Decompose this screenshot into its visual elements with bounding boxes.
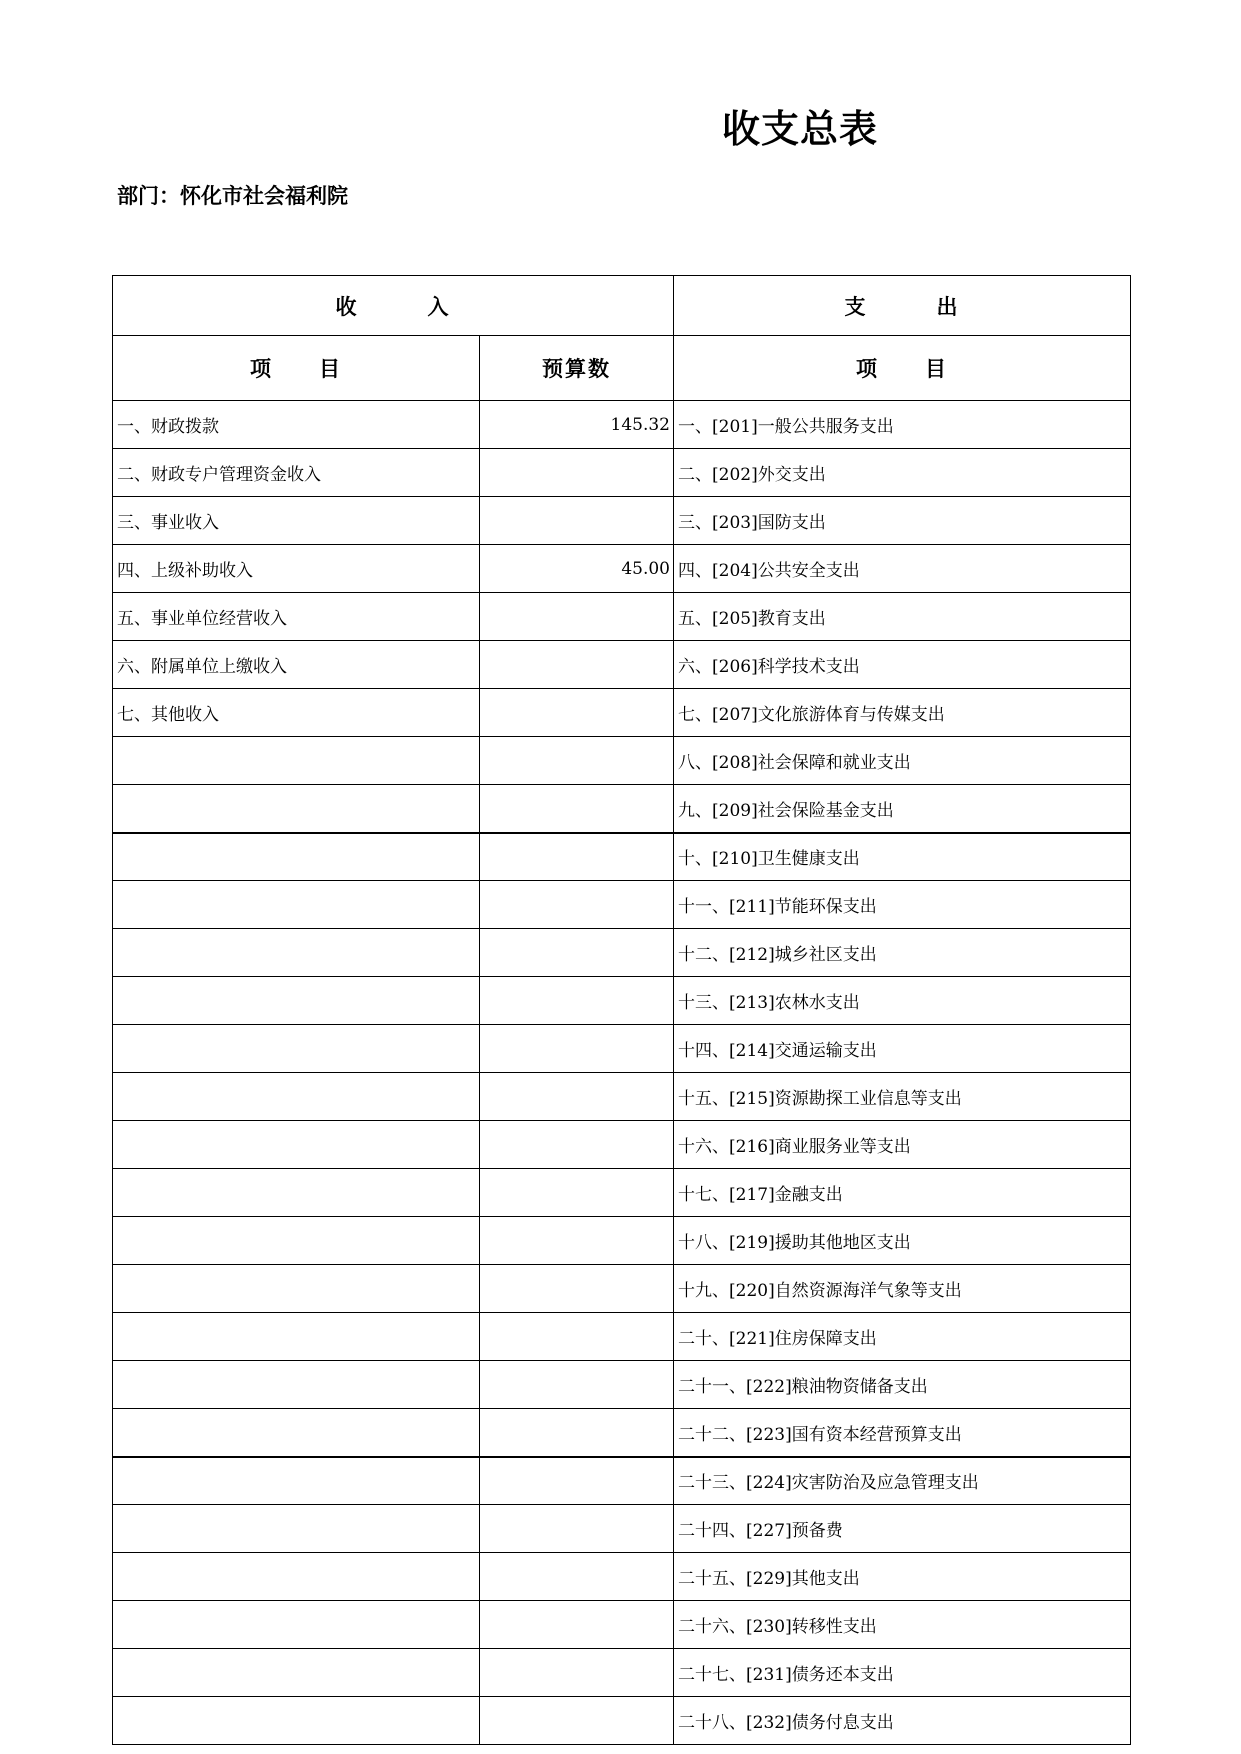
income-item-cell (113, 1697, 480, 1745)
income-item-cell: 一、财政拨款 (113, 401, 480, 449)
expense-item-cell: 六、[206]科学技术支出 (674, 641, 1131, 689)
income-item-cell (113, 977, 480, 1025)
income-item-cell (113, 1649, 480, 1697)
header-row-sections (113, 276, 1131, 336)
expense-item-cell: 二十一、[222]粮油物资储备支出 (674, 1361, 1131, 1409)
table-row (113, 1265, 1131, 1313)
income-item-cell (113, 785, 480, 833)
income-budget-cell (480, 1121, 674, 1169)
table-row (113, 1169, 1131, 1217)
department-label: 部门：怀化市社会福利院 (117, 184, 348, 208)
income-item-cell: 五、事业单位经营收入 (113, 593, 480, 641)
income-item-cell: 三、事业收入 (113, 497, 480, 545)
table-row (113, 497, 1131, 545)
income-budget-cell (480, 1457, 674, 1505)
income-budget-cell (480, 1025, 674, 1073)
income-budget-cell (480, 1265, 674, 1313)
table-row (113, 1601, 1131, 1649)
income-budget-cell (480, 1073, 674, 1121)
table-row (113, 593, 1131, 641)
income-budget-cell (480, 593, 674, 641)
income-item-cell (113, 1601, 480, 1649)
expense-item-cell: 二十、[221]住房保障支出 (674, 1313, 1131, 1361)
table-row (113, 689, 1131, 737)
expense-item-cell: 二十二、[223]国有资本经营预算支出 (674, 1409, 1131, 1457)
income-item-cell: 六、附属单位上缴收入 (113, 641, 480, 689)
table-row (113, 929, 1131, 977)
expense-item-cell: 二十三、[224]灾害防治及应急管理支出 (674, 1457, 1131, 1505)
income-budget-cell (480, 689, 674, 737)
income-budget-cell (480, 881, 674, 929)
income-item-cell: 七、其他收入 (113, 689, 480, 737)
expense-item-cell: 十二、[212]城乡社区支出 (674, 929, 1131, 977)
expense-item-cell: 十、[210]卫生健康支出 (674, 833, 1131, 881)
income-item-cell (113, 881, 480, 929)
expense-item-cell: 二十七、[231]债务还本支出 (674, 1649, 1131, 1697)
income-budget-cell (480, 833, 674, 881)
expense-item-header: 项 目 (674, 336, 1131, 401)
expense-item-cell: 四、[204]公共安全支出 (674, 545, 1131, 593)
income-item-cell (113, 1457, 480, 1505)
expense-item-cell: 十七、[217]金融支出 (674, 1169, 1131, 1217)
income-item-cell (113, 833, 480, 881)
expense-item-cell: 二十八、[232]债务付息支出 (674, 1697, 1131, 1745)
income-item-cell (113, 1217, 480, 1265)
expense-item-cell: 二、[202]外交支出 (674, 449, 1131, 497)
expense-item-cell: 二十六、[230]转移性支出 (674, 1601, 1131, 1649)
income-item-cell (113, 1409, 480, 1457)
income-budget-cell (480, 1505, 674, 1553)
expense-item-cell: 十一、[211]节能环保支出 (674, 881, 1131, 929)
income-budget-cell (480, 1601, 674, 1649)
income-budget-cell (480, 1649, 674, 1697)
expense-item-cell: 十九、[220]自然资源海洋气象等支出 (674, 1265, 1131, 1313)
table-row (113, 449, 1131, 497)
income-budget-cell: 45.00 (480, 545, 674, 593)
income-expense-table (112, 275, 1131, 1745)
income-budget-cell (480, 929, 674, 977)
expense-item-cell: 八、[208]社会保障和就业支出 (674, 737, 1131, 785)
header-row-columns (113, 336, 1131, 401)
table-row (113, 881, 1131, 929)
expense-item-cell: 二十五、[229]其他支出 (674, 1553, 1131, 1601)
table-row (113, 1457, 1131, 1505)
table-row (113, 1409, 1131, 1457)
table-row (113, 737, 1131, 785)
table-row (113, 833, 1131, 881)
table-row (113, 1313, 1131, 1361)
expense-item-cell: 一、[201]一般公共服务支出 (674, 401, 1131, 449)
table-row (113, 1217, 1131, 1265)
income-item-header: 项 目 (113, 336, 480, 401)
table-row (113, 1553, 1131, 1601)
expense-item-cell: 三、[203]国防支出 (674, 497, 1131, 545)
income-budget-cell (480, 785, 674, 833)
income-budget-cell (480, 737, 674, 785)
table-row (113, 977, 1131, 1025)
income-item-cell: 四、上级补助收入 (113, 545, 480, 593)
income-budget-cell (480, 1313, 674, 1361)
table-row (113, 1121, 1131, 1169)
expense-item-cell: 十三、[213]农林水支出 (674, 977, 1131, 1025)
expense-item-cell: 十五、[215]资源勘探工业信息等支出 (674, 1073, 1131, 1121)
table-row (113, 1025, 1131, 1073)
income-item-cell (113, 737, 480, 785)
income-budget-cell (480, 1697, 674, 1745)
expense-item-cell: 十八、[219]援助其他地区支出 (674, 1217, 1131, 1265)
table-row (113, 1361, 1131, 1409)
income-budget-cell (480, 497, 674, 545)
expense-item-cell: 十六、[216]商业服务业等支出 (674, 1121, 1131, 1169)
income-budget-cell (480, 641, 674, 689)
income-item-cell (113, 1025, 480, 1073)
income-budget-header: 预算数 (480, 336, 674, 401)
income-item-cell (113, 1313, 480, 1361)
income-budget-cell: 145.32 (480, 401, 674, 449)
income-item-cell: 二、财政专户管理资金收入 (113, 449, 480, 497)
table-row (113, 1649, 1131, 1697)
income-section-header: 收 入 (113, 276, 674, 336)
income-budget-cell (480, 449, 674, 497)
table-row (113, 401, 1131, 449)
expense-item-cell: 十四、[214]交通运输支出 (674, 1025, 1131, 1073)
expense-item-cell: 五、[205]教育支出 (674, 593, 1131, 641)
table-row (113, 1505, 1131, 1553)
income-budget-cell (480, 1361, 674, 1409)
expense-item-cell: 二十四、[227]预备费 (674, 1505, 1131, 1553)
table-row (113, 545, 1131, 593)
income-item-cell (113, 1073, 480, 1121)
income-item-cell (113, 1265, 480, 1313)
income-item-cell (113, 1169, 480, 1217)
expense-item-cell: 九、[209]社会保险基金支出 (674, 785, 1131, 833)
expense-section-header: 支 出 (674, 276, 1131, 336)
income-budget-cell (480, 1169, 674, 1217)
income-budget-cell (480, 977, 674, 1025)
page-title: 收支总表 (721, 107, 878, 151)
income-item-cell (113, 1121, 480, 1169)
income-item-cell (113, 1553, 480, 1601)
income-budget-cell (480, 1217, 674, 1265)
table-row (113, 1697, 1131, 1745)
income-budget-cell (480, 1553, 674, 1601)
income-item-cell (113, 929, 480, 977)
expense-item-cell: 七、[207]文化旅游体育与传媒支出 (674, 689, 1131, 737)
table-row (113, 641, 1131, 689)
table-row (113, 1073, 1131, 1121)
income-item-cell (113, 1505, 480, 1553)
table-row (113, 785, 1131, 833)
income-item-cell (113, 1361, 480, 1409)
income-budget-cell (480, 1409, 674, 1457)
